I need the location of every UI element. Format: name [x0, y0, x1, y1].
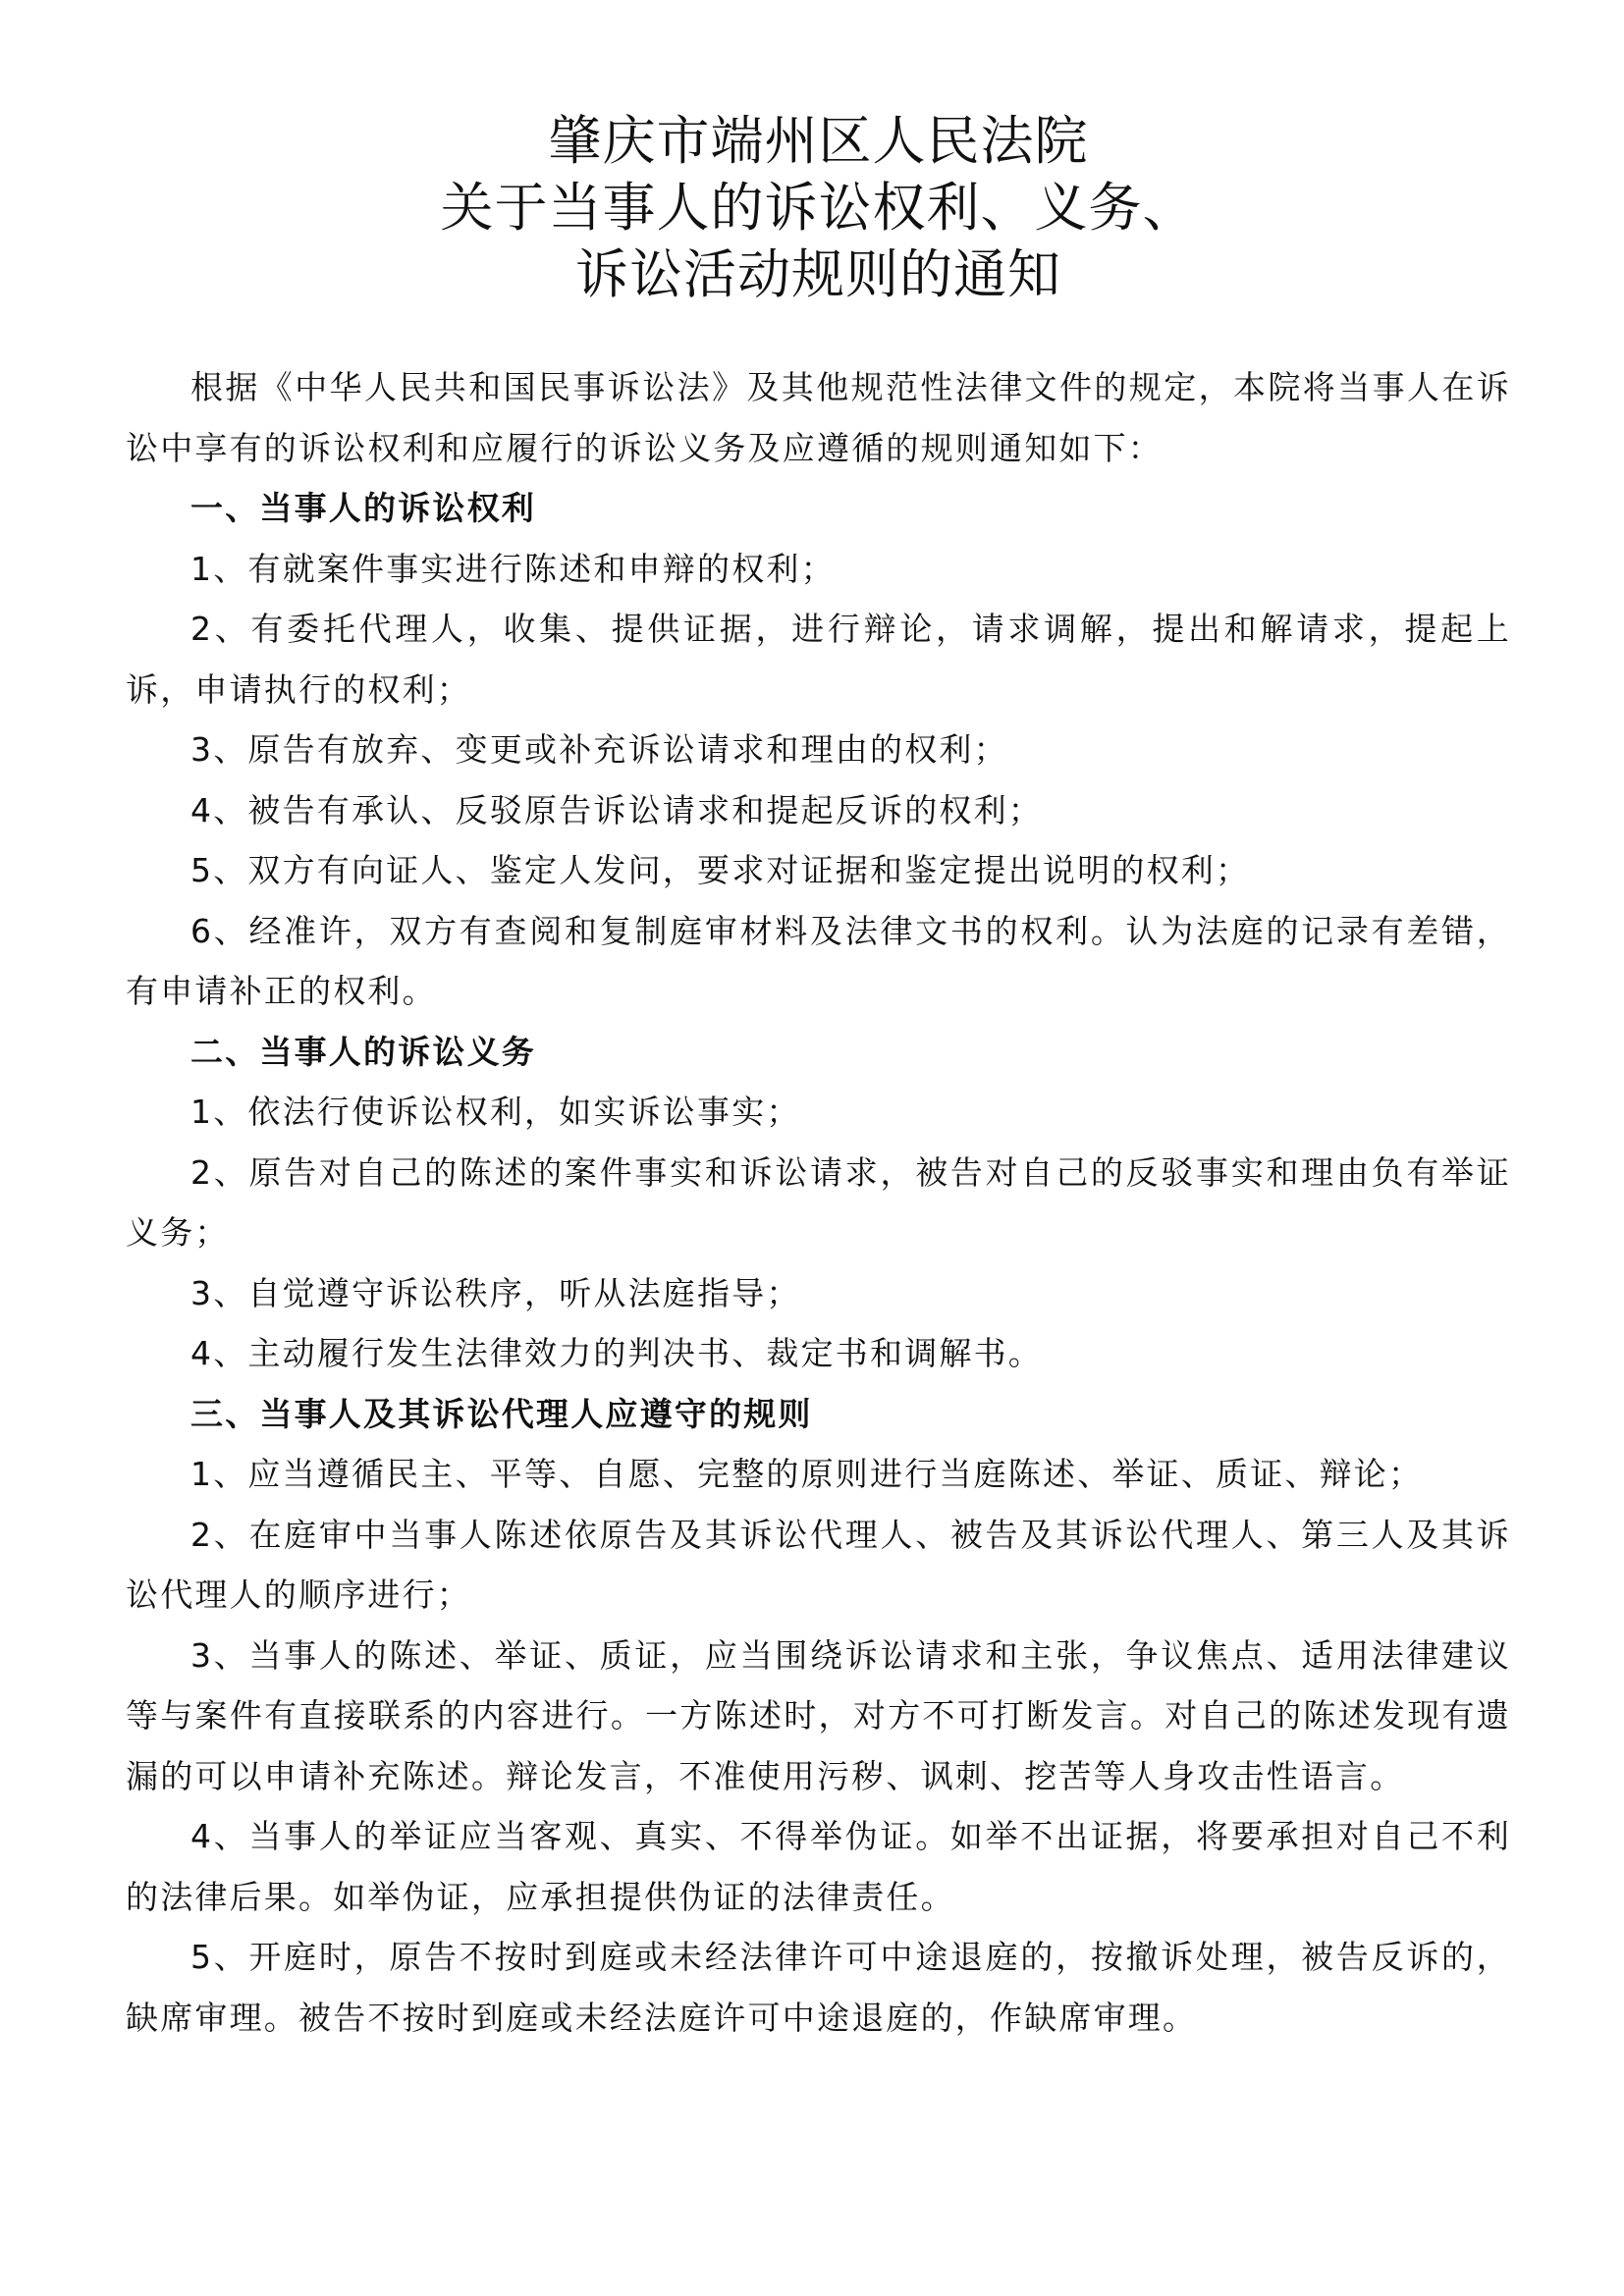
rights-item-5: 5、双方有向证人、鉴定人发问，要求对证据和鉴定提出说明的权利；	[190, 851, 1251, 889]
rights-item-1: 1、有就案件事实进行陈述和申辩的权利；	[190, 549, 836, 588]
intro-paragraph: 根据《中华人民共和国民事诉讼法》及其他规范性法律文件的规定，本院将当事人在诉讼中享有的诉讼权利和应履行的诉讼义务及应遵循的规则通知如下：	[126, 368, 1511, 467]
obligations-item-3: 3、自觉遵守诉讼秩序，听从法庭指导；	[190, 1273, 801, 1312]
title-line-1: 肇庆市端州区人民法院	[548, 110, 1089, 172]
document-body	[126, 357, 1511, 2048]
rules-item-1: 1、应当遵循民主、平等、自愿、完整的原则进行当庭陈述、举证、质证、辩论；	[190, 1455, 1424, 1493]
rights-item-2: 2、有委托代理人，收集、提供证据，进行辩论，请求调解，提出和解请求，提起上诉，申请执行的权利；	[126, 610, 1511, 709]
obligations-item-4: 4、主动履行发生法律效力的判决书、裁定书和调解书。	[190, 1334, 1043, 1372]
obligations-item-2: 2、原告对自己的陈述的案件事实和诉讼请求，被告对自己的反驳事实和理由负有举证义务；	[126, 1152, 1511, 1252]
rules-item-4: 4、当事人的举证应当客观、真实、不得举伪证。如举不出证据，将要承担对自己不利的法律后果。如举伪证，应承担提供伪证的法律责任。	[126, 1817, 1511, 1916]
title-line-2: 关于当事人的诉讼权利、义务、	[440, 177, 1197, 239]
section-heading-rules: 三、当事人及其诉讼代理人应遵守的规则	[190, 1394, 813, 1433]
title-line-3: 诉讼活动规则的通知	[575, 243, 1061, 305]
rules-item-2: 2、在庭审中当事人陈述依原告及其诉讼代理人、被告及其诉讼代理人、第三人及其诉讼代理人的顺序进行；	[126, 1515, 1511, 1614]
document-title	[126, 108, 1511, 308]
section-heading-rights: 一、当事人的诉讼权利	[190, 489, 536, 527]
rights-item-3: 3、原告有放弃、变更或补充诉讼请求和理由的权利；	[190, 730, 1008, 769]
rules-item-5: 5、开庭时，原告不按时到庭或未经法律许可中途退庭的，按撤诉处理，被告反诉的，缺席审理。被告不按时到庭或未经法庭许可中途退庭的，作缺席审理。	[126, 1938, 1511, 2037]
rights-item-6: 6、经准许，双方有查阅和复制庭审材料及法律文书的权利。认为法庭的记录有差错，有申请补正的权利。	[126, 911, 1511, 1010]
section-heading-obligations: 二、当事人的诉讼义务	[190, 1032, 536, 1071]
obligations-item-1: 1、依法行使诉讼权利，如实诉讼事实；	[190, 1093, 801, 1131]
rights-item-4: 4、被告有承认、反驳原告诉讼请求和提起反诉的权利；	[190, 790, 1043, 829]
rules-item-3: 3、当事人的陈述、举证、质证，应当围绕诉讼请求和主张，争议焦点、适用法律建议等与案件有直接联系的内容进行。一方陈述时，对方不可打断发言。对自己的陈述发现有遗漏的可以申请补充陈述。辩论发言，不准使用污秽、讽刺、挖苦等人身攻击性语言。	[126, 1635, 1511, 1795]
